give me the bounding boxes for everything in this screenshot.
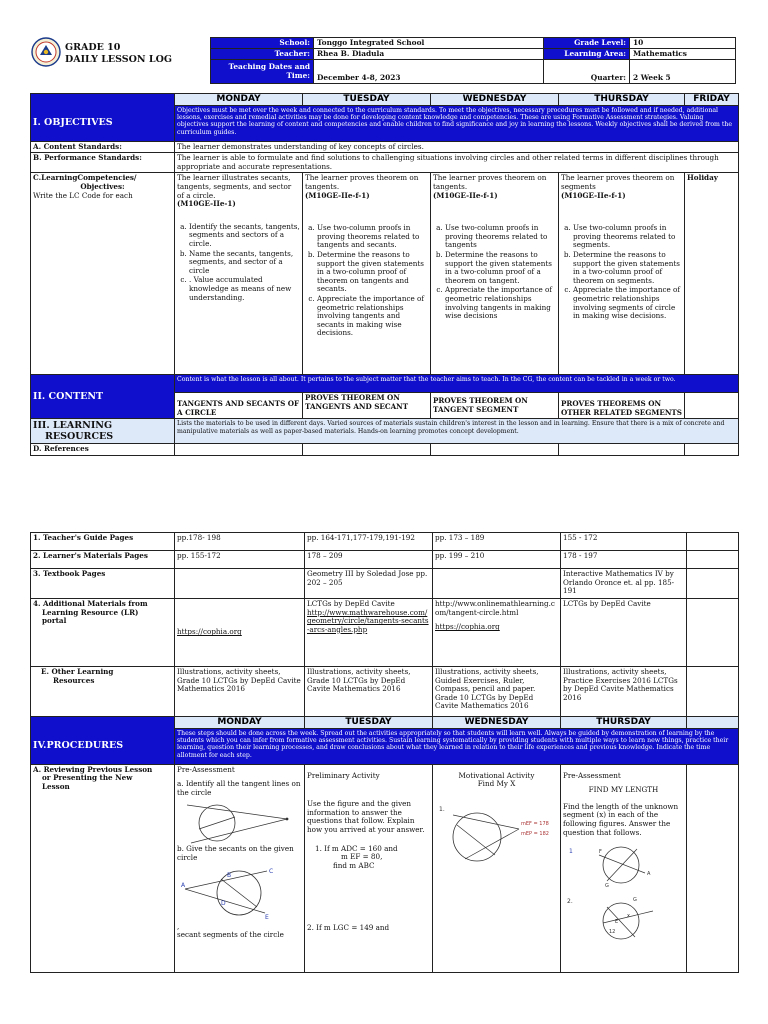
tb-label: 3. Textbook Pages <box>31 569 175 599</box>
tangent-figure <box>177 799 297 845</box>
svg-text:E: E <box>265 913 269 921</box>
wed-motivational: Motivational Activity <box>458 770 535 780</box>
wed-item: c. Appreciate the importance of geometric relationships involving tangents in making wise decisions <box>445 286 556 320</box>
teacher-value: Rhea B. Diadula <box>314 49 544 60</box>
content-std-label: A. Content Standards: <box>31 141 175 153</box>
resources-title <box>31 419 175 444</box>
comp-friday: Holiday <box>685 173 739 375</box>
lm-wednesday: pp. 199 – 210 <box>433 551 561 569</box>
thu-instructions: Find the length of the unknown segment (x) in each of the following figures. Answer the question that follows. <box>563 801 679 837</box>
mon-comma: , <box>177 921 180 931</box>
content-std-text: The learner demonstrates understanding of key concepts of circles. <box>175 141 739 153</box>
dates-label <box>211 60 314 84</box>
review-label <box>31 764 175 972</box>
wed-objective-list <box>433 224 556 321</box>
dates-label-1: Teaching Dates and <box>228 61 310 71</box>
mon-code: (M10GE-IIe-1) <box>177 199 236 209</box>
thu-item: b. Determine the reasons to support the given statements in a two-column proof of theorem on segments. <box>573 251 682 285</box>
day-friday: FRIDAY <box>685 94 739 106</box>
svg-text:12: 12 <box>609 929 616 936</box>
comp-label-1: C.LearningCompetencies/ <box>33 173 137 183</box>
other-wednesday: Illustrations, activity sheets, Guided Exercises, Ruler, Compass, pencil and paper. Grade 10 LCTGs by DepEd Cavite Mathematics 2016 <box>433 667 561 717</box>
grade-title: GRADE 10 <box>65 42 121 53</box>
log-title: DAILY LESSON LOG <box>65 54 172 65</box>
tue-question-1c: find m ABC <box>333 860 375 870</box>
mon-objective-list <box>177 223 300 302</box>
add-label-3: portal <box>42 616 67 626</box>
svg-text:1: 1 <box>569 848 573 856</box>
objectives-title: I. OBJECTIVES <box>31 105 175 141</box>
perf-std-text: The learner is able to formulate and find solutions to challenging situations involving circles and other related terms in different disciplines through appropriate and accurate representations. <box>175 153 739 173</box>
svg-text:C: C <box>269 867 274 875</box>
svg-text:A: A <box>647 871 651 878</box>
review-thursday <box>561 764 687 972</box>
tb-tuesday: Geometry III by Soledad Jose pp. 202 – 205 <box>305 569 433 599</box>
learning-area-label: Learning Area: <box>544 49 630 60</box>
school-label: School: <box>211 38 314 49</box>
wed-find-x: Find My X <box>477 779 516 789</box>
thu-item: a. Use two-column proofs in proving theorems related to segments. <box>573 224 682 250</box>
wed-item: b. Determine the reasons to support the given statements in a two-column proof of a theorem on tangent. <box>445 251 556 285</box>
day-tuesday: TUESDAY <box>303 94 431 106</box>
a-label-3: Lesson <box>42 781 70 791</box>
additional-tuesday <box>305 599 433 667</box>
other-label-2: Resources <box>53 675 95 685</box>
wed-intro: The learner proves theorem on tangents. <box>433 173 547 191</box>
dates-label-2: Time: <box>286 70 310 80</box>
thu-objective-list <box>561 224 682 321</box>
competencies-label <box>31 173 175 375</box>
comp-monday <box>175 173 303 375</box>
additional-wednesday <box>433 599 561 667</box>
proc-day-thursday: THURSDAY <box>561 717 687 729</box>
day-monday: MONDAY <box>175 94 303 106</box>
proc-day-tuesday: TUESDAY <box>305 717 433 729</box>
comp-label-2: Objectives: <box>80 181 125 191</box>
content-monday: TANGENTS AND SECANTS OF A CIRCLE <box>175 393 303 419</box>
tg-tuesday: pp. 164-171,177-179,191-192 <box>305 533 433 551</box>
tue-question-1a: 1. If m ADC = 160 and <box>315 843 398 853</box>
quarter-label: Quarter: <box>544 60 630 84</box>
mon-question-b: b. Give the secants on the given circle <box>177 844 294 862</box>
wed-item: a. Use two-column proofs in proving theorems related to tangents <box>445 224 556 250</box>
length-figure-1 <box>563 841 681 891</box>
svg-text:x: x <box>627 913 630 920</box>
svg-text:mEF = 178: mEF = 178 <box>521 820 549 827</box>
review-wednesday <box>433 764 561 972</box>
cophia-link[interactable]: https://cophia.org <box>177 627 242 637</box>
other-thursday: Illustrations, activity sheets, Practice Exercises 2016 LCTGs by DepEd Cavite Mathematics 2016 <box>561 667 687 717</box>
mon-question-a: a. Identify all the tangent lines on the circle <box>177 779 301 797</box>
tg-monday: pp.178- 198 <box>175 533 305 551</box>
svg-text:E: E <box>615 919 619 926</box>
find-x-figure <box>435 795 553 875</box>
tue-question-1b: m EF = 80, <box>341 852 383 862</box>
mon-question-c: secant segments of the circle <box>177 930 284 940</box>
comp-tuesday <box>303 173 431 375</box>
cophia-link-wed[interactable]: https://cophia.org <box>435 622 500 632</box>
lm-label: 2. Learner's Materials Pages <box>31 551 175 569</box>
additional-label <box>31 599 175 667</box>
lm-monday: pp. 155-172 <box>175 551 305 569</box>
comp-thursday <box>559 173 685 375</box>
thu-code: (M10GE-IIe-f-1) <box>561 190 626 200</box>
secant-figure <box>177 865 297 923</box>
thu-find-length: FIND MY LENGTH <box>588 785 659 795</box>
tue-question-2: 2. If m LGC = 149 and <box>307 923 390 933</box>
mon-item: b. Name the secants, tangents, segments, and sector of a circle <box>189 250 300 276</box>
grade-level-value: 10 <box>630 38 736 49</box>
lm-thursday: 178 - 197 <box>561 551 687 569</box>
proc-day-wednesday: WEDNESDAY <box>433 717 561 729</box>
add-tue-1: LCTGs by DepEd Cavite <box>307 599 395 608</box>
learning-area-value: Mathematics <box>630 49 736 60</box>
mon-item: a. Identify the secants, tangents, segments and sectors of a circle. <box>189 223 300 249</box>
svg-text:2.: 2. <box>567 898 573 906</box>
svg-text:mEP = 182: mEP = 182 <box>521 830 549 837</box>
content-title: II. CONTENT <box>31 375 175 419</box>
content-wednesday: PROVES THEOREM ON TANGENT SEGMENT <box>431 393 559 419</box>
mon-intro: The learner illustrates secants, tangents, segments, and sector of a circle. <box>177 173 292 200</box>
add-label-1: 4. Additional Materials from <box>33 599 148 608</box>
header-table <box>210 37 736 84</box>
other-tuesday: Illustrations, activity sheets, Grade 10 LCTGs by DepEd Cavite Mathematics 2016 <box>305 667 433 717</box>
content-tuesday: PROVES THEOREM ON TANGENTS AND SECANT <box>303 393 431 419</box>
svg-text:B: B <box>227 871 232 879</box>
references-label: D. References <box>31 444 175 456</box>
other-label <box>31 667 175 717</box>
deped-seal <box>31 37 61 67</box>
wed-code: (M10GE-IIe-f-1) <box>433 190 498 200</box>
grade-level-label: Grade Level: <box>544 38 630 49</box>
resources-title-1: III. LEARNING <box>33 420 113 432</box>
svg-text:1.: 1. <box>439 805 445 813</box>
tue-preliminary: Preliminary Activity <box>307 770 380 780</box>
additional-thursday: LCTGs by DepEd Cavite <box>561 599 687 667</box>
procedures-title: IV.PROCEDURES <box>31 728 175 764</box>
thu-pre-assessment: Pre-Assessment <box>563 770 621 780</box>
svg-text:D: D <box>221 899 226 907</box>
dates-value: December 4-8, 2023 <box>314 60 544 84</box>
quarter-value: 2 Week 5 <box>630 60 736 84</box>
content-note: Content is what the lesson is all about. It pertains to the subject matter that the teacher aims to teach. In the CG, the content can be tackled in a week or two. <box>175 375 739 393</box>
svg-text:A: A <box>181 881 186 889</box>
tb-thursday: Interactive Mathematics IV by Orlando Oronce et. al pp. 185-191 <box>561 569 687 599</box>
thu-intro: The learner proves theorem on segments <box>561 173 675 191</box>
a-label-2: or Presenting the New <box>42 773 133 783</box>
tue-item: b. Determine the reasons to support the given statements in a two-column proof of theorem on tangents and secants. <box>317 251 428 294</box>
day-wednesday: WEDNESDAY <box>431 94 559 106</box>
day-thursday: THURSDAY <box>559 94 685 106</box>
teacher-label: Teacher: <box>211 49 314 60</box>
resources-note: Lists the materials to be used in different days. Varied sources of materials sustain children's interest in the lesson and in learning. Ensure that there is a mix of concrete and manipulative materials as well as paper-based materials. Hands-on learning promotes concept development. <box>175 419 739 444</box>
comp-label-3: Write the LC Code for each <box>33 190 133 200</box>
review-monday <box>175 764 305 972</box>
objectives-table <box>30 93 739 456</box>
length-figure-2 <box>563 893 681 945</box>
tue-item: c. Appreciate the importance of geometric relationships involving tangents and secants in making wise decisions. <box>317 295 428 338</box>
resources-title-2: RESOURCES <box>45 431 114 443</box>
lm-tuesday: 178 – 209 <box>305 551 433 569</box>
tg-wednesday: pp. 173 – 189 <box>433 533 561 551</box>
svg-text:G: G <box>605 883 609 890</box>
procedures-note: These steps should be done across the week. Spread out the activities appropriately so that students will learn well. Always be guided by demonstration of learning by the students which you can infer from formative assessment activities. Sustain learning systematically by providing students with multiple ways to learn new things, practice their learning, question their learning processes, and draw conclusions about what they learned in relation to their life experiences and previous knowledge. Indicate the time allotment for each step. <box>175 728 739 764</box>
svg-text:F: F <box>599 849 602 856</box>
mathwarehouse-link[interactable]: http://www.mathwarehouse.com/geometry/circle/tangents-secants-arcs-angles.php <box>307 607 429 634</box>
add-wed-1: http://www.onlinemathlearning.com/tangent-circle.html <box>435 599 555 617</box>
tue-item: a. Use two-column proofs in proving theorems related to tangents and secants. <box>317 224 428 250</box>
tue-objective-list <box>305 224 428 338</box>
objectives-note: Objectives must be met over the week and connected to the curriculum standards. To meet the objectives, necessary procedures must be followed and if needed, additional lessons, exercises and remedial activities may be done for developing content knowledge and competencies. These are using Formative Assessment strategies. Valuing objectives support the learning of content and competencies and enable children to find significance and joy in learning the lessons. Weekly objectives shall be derived from the curriculum guides. <box>175 105 739 141</box>
mon-item: c. . Value accumulated knowledge as means of new understanding. <box>189 276 300 302</box>
add-label-2: Learning Resource (LR) <box>42 607 139 617</box>
perf-std-label: B. Performance Standards: <box>31 153 175 173</box>
tg-thursday: 155 - 172 <box>561 533 687 551</box>
comp-wednesday <box>431 173 559 375</box>
references-table <box>30 532 739 973</box>
tue-intro: The learner proves theorem on tangents. <box>305 173 419 191</box>
tue-code: (M10GE-IIe-f-1) <box>305 190 370 200</box>
mon-pre-assessment: Pre-Assessment <box>177 764 235 774</box>
proc-day-monday: MONDAY <box>175 717 305 729</box>
svg-text:G: G <box>633 897 637 904</box>
review-tuesday <box>305 764 433 972</box>
a-label-1: A. Reviewing Previous Lesson <box>33 764 153 774</box>
school-value: Tonggo Integrated School <box>314 38 544 49</box>
other-monday: Illustrations, activity sheets, Grade 10 LCTGs by DepEd Cavite Mathematics 2016 <box>175 667 305 717</box>
content-thursday: PROVES THEOREMS ON OTHER RELATED SEGMENTS <box>559 393 685 419</box>
tg-label: 1. Teacher's Guide Pages <box>31 533 175 551</box>
thu-item: c. Appreciate the importance of geometric relationships involving segments of circle in making wise decisions. <box>573 286 682 320</box>
tue-instructions: Use the figure and the given information to answer the questions that follow. Explain how you arrived at your answer. <box>307 799 425 834</box>
other-label-1: E. Other Learning <box>41 667 114 676</box>
